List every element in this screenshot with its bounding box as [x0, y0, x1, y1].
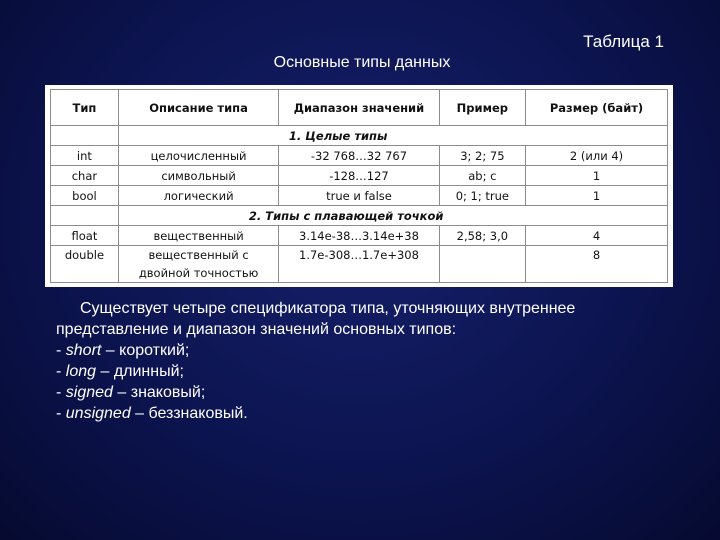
- list-item: - long – длинный;: [56, 363, 184, 380]
- list-item: - short – короткий;: [56, 342, 190, 359]
- table-caption: Таблица 1: [583, 32, 664, 51]
- specifier-term: unsigned: [65, 405, 131, 422]
- cell-type: double: [51, 246, 119, 283]
- header-size: Размер (байт): [526, 90, 668, 126]
- data-types-table: [45, 85, 673, 287]
- cell-example: 2,58; 3,0: [439, 226, 525, 246]
- cell-example: 3; 2; 75: [439, 146, 525, 166]
- header-description: Описание типа: [118, 90, 278, 126]
- cell-description: целочисленный: [118, 146, 278, 166]
- table-row: [51, 226, 668, 246]
- section-row-float: [51, 206, 668, 226]
- table-row: [51, 246, 668, 283]
- slide-title-text: Основные типы данных: [273, 54, 451, 71]
- cell-range: true и false: [279, 186, 439, 206]
- specifier-term: long: [65, 363, 97, 380]
- intro-paragraph: Существует четыре спецификатора типа, уточняющих внутреннее представление и диапазон значений основных типов:: [56, 300, 576, 338]
- cell-description: вещественный: [118, 226, 278, 246]
- specifier-desc: – беззнаковый.: [130, 405, 248, 422]
- specifier-term: signed: [65, 384, 113, 401]
- specifier-desc: – длинный;: [96, 363, 184, 380]
- cell-type: int: [51, 146, 119, 166]
- cell-size: 1: [526, 186, 668, 206]
- cell-description: символьный: [118, 166, 278, 186]
- cell-type: float: [51, 226, 119, 246]
- cell-range: 1.7e-308…1.7e+308: [279, 246, 439, 283]
- body-text: [56, 298, 676, 424]
- cell-size: 4: [526, 226, 668, 246]
- table-row: [51, 146, 668, 166]
- table-row: [51, 186, 668, 206]
- cell-example: [439, 246, 525, 283]
- specifier-desc: – знаковый;: [112, 384, 206, 401]
- table-row: [51, 166, 668, 186]
- specifier-desc: – короткий;: [101, 342, 190, 359]
- cell-size: 1: [526, 166, 668, 186]
- slide-title: [0, 54, 720, 72]
- cell-type: bool: [51, 186, 119, 206]
- header-range: Диапазон значений: [279, 90, 439, 126]
- list-item: - unsigned – беззнаковый.: [56, 405, 248, 422]
- cell-size: 8: [526, 246, 668, 283]
- cell-type: char: [51, 166, 119, 186]
- header-type: Тип: [51, 90, 119, 126]
- list-item: - signed – знаковый;: [56, 384, 206, 401]
- cell-description: логический: [118, 186, 278, 206]
- cell-size: 2 (или 4): [526, 146, 668, 166]
- section-row-integer: [51, 126, 668, 146]
- cell-example: ab; c: [439, 166, 525, 186]
- section-label-float: 2. Типы с плавающей точкой: [118, 206, 667, 226]
- cell-description: вещественный с двойной точностью: [118, 246, 278, 283]
- table-header-row: [51, 90, 668, 126]
- cell-range: -32 768…32 767: [279, 146, 439, 166]
- specifier-term: short: [65, 342, 102, 359]
- section-label-integer: 1. Целые типы: [118, 126, 667, 146]
- cell-range: 3.14e-38…3.14e+38: [279, 226, 439, 246]
- header-example: Пример: [439, 90, 525, 126]
- cell-range: -128…127: [279, 166, 439, 186]
- cell-example: 0; 1; true: [439, 186, 525, 206]
